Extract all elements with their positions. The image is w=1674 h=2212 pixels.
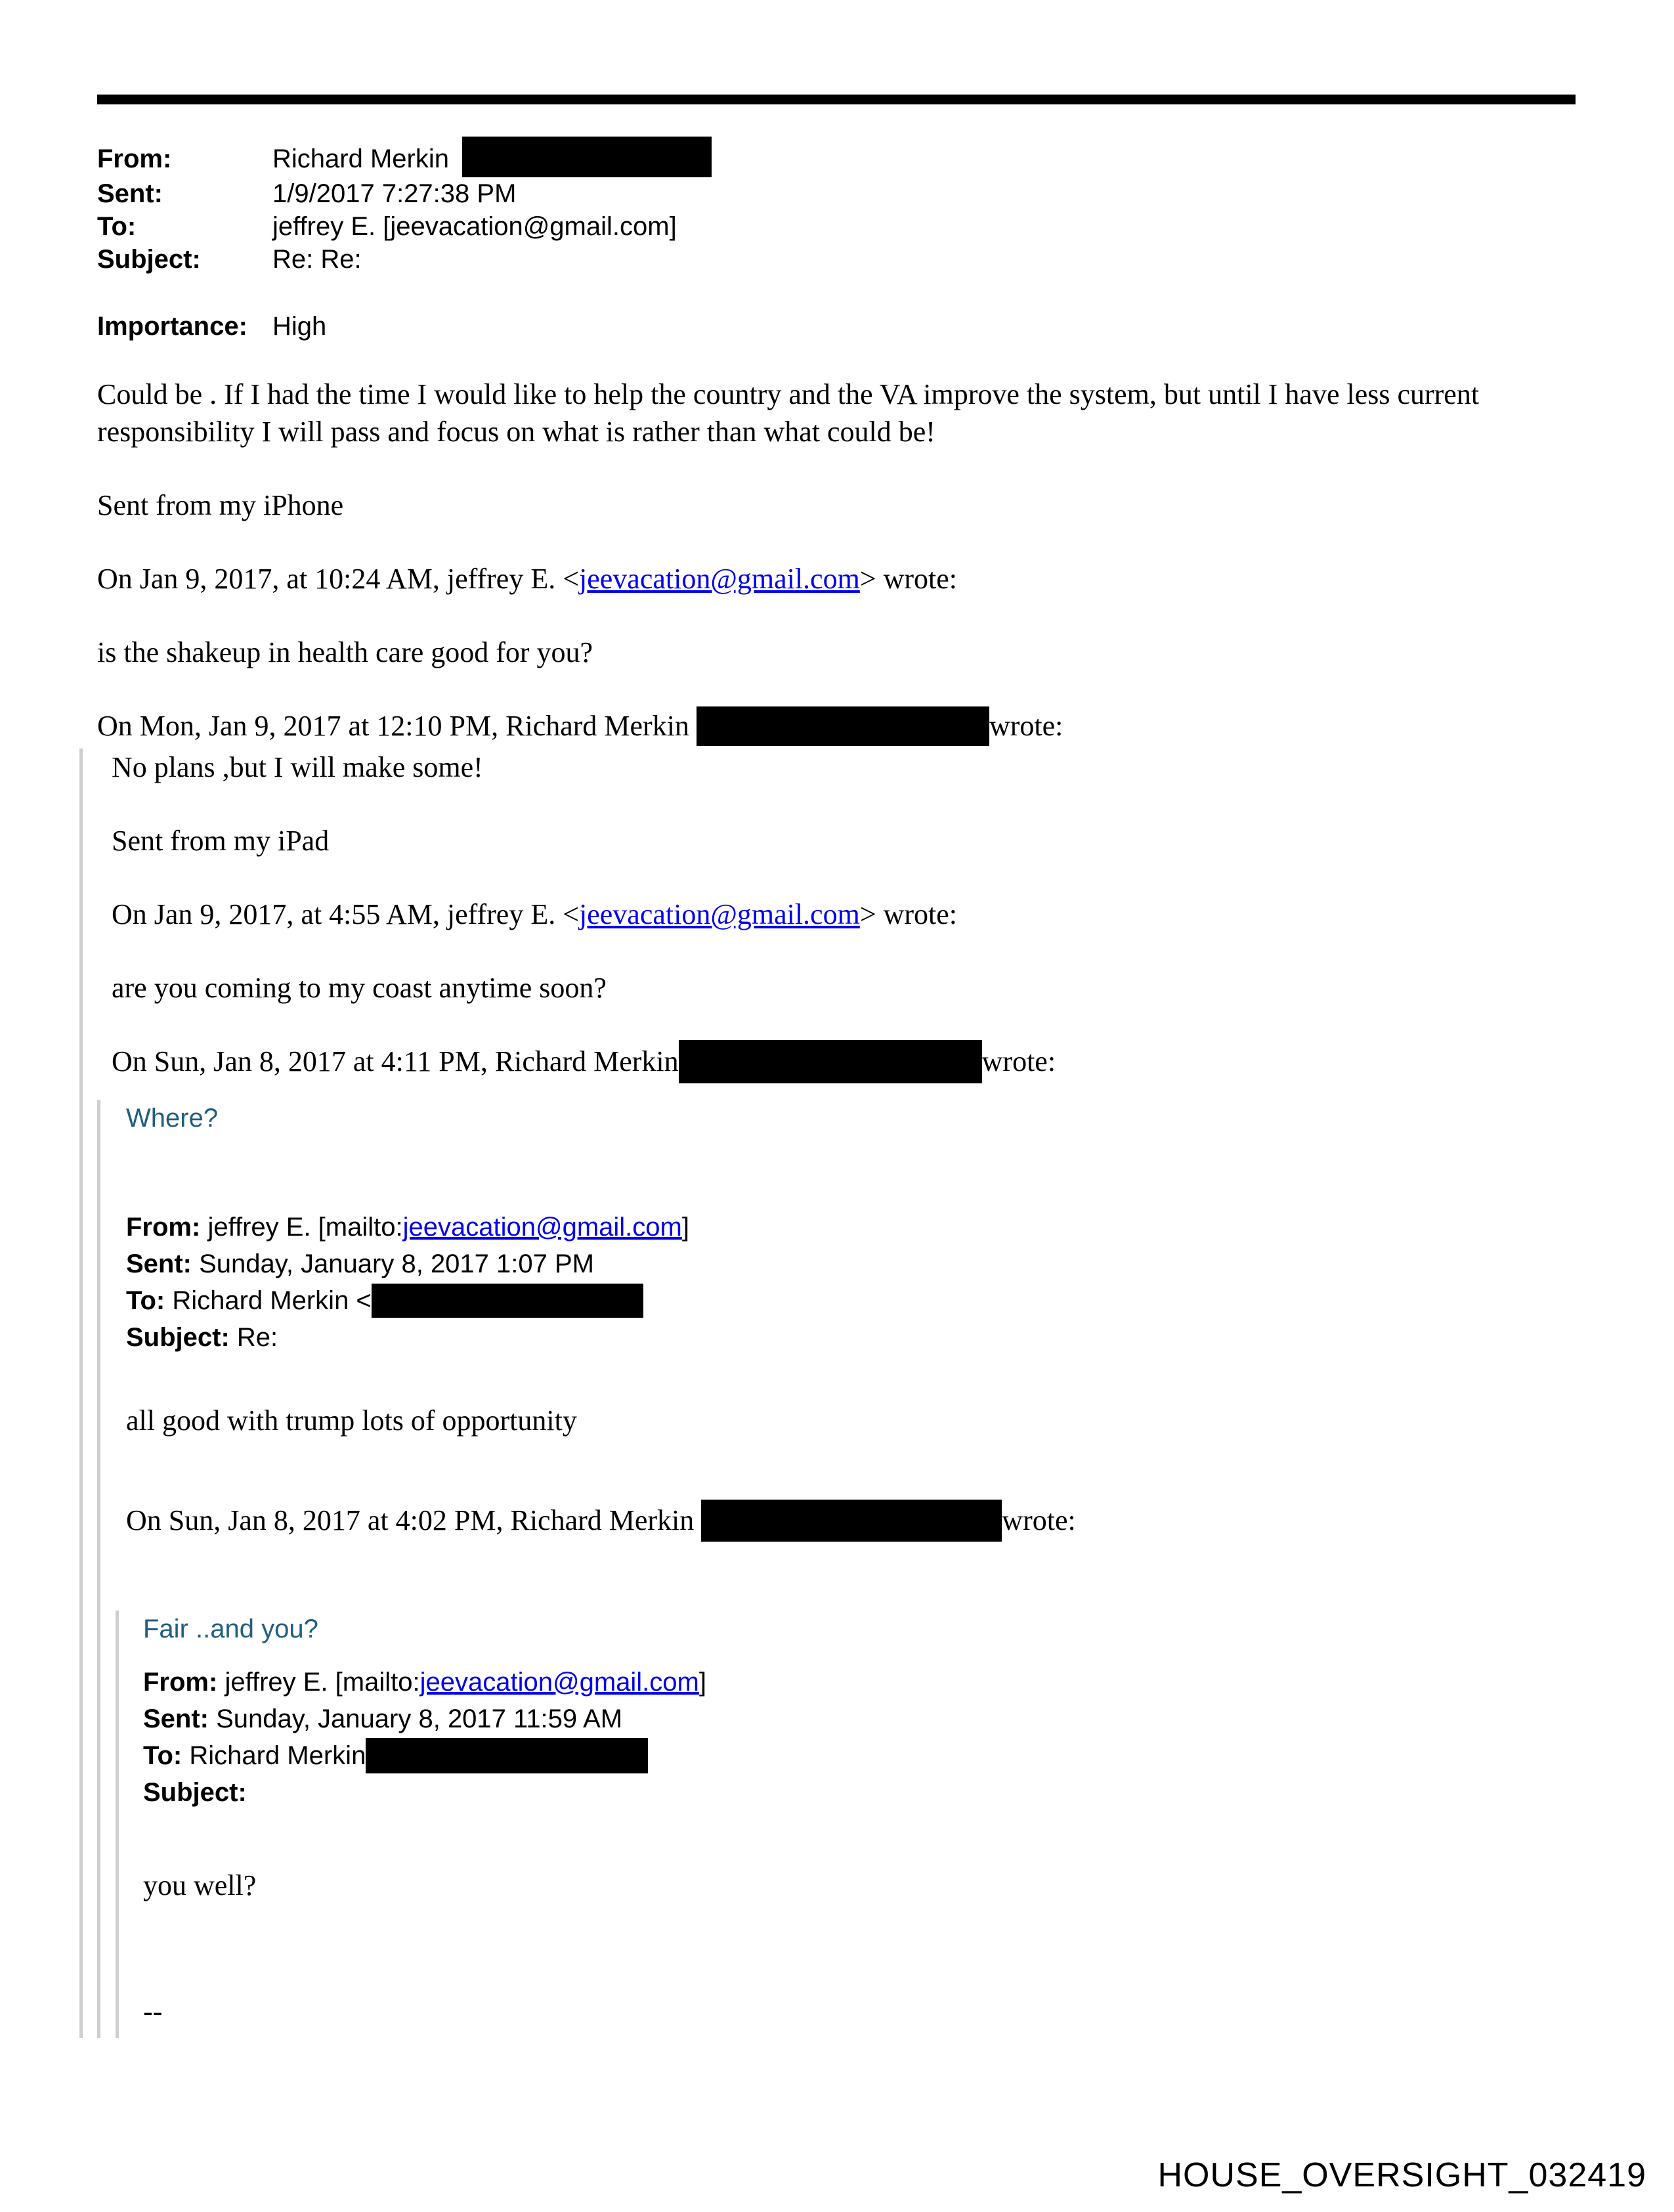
from-value-end: ] bbox=[698, 1668, 706, 1697]
signature-ipad: Sent from my iPad bbox=[112, 825, 330, 857]
sent-value: Sunday, January 8, 2017 11:59 AM bbox=[216, 1704, 623, 1734]
sent-value: Sunday, January 8, 2017 1:07 PM bbox=[199, 1249, 594, 1279]
redaction-box-email bbox=[697, 706, 989, 746]
redaction-box-from-email bbox=[462, 137, 712, 177]
from-value: jeffrey E. [mailto: bbox=[207, 1213, 403, 1242]
header-sent-row bbox=[97, 177, 1576, 210]
subject-label: Subject: bbox=[126, 1323, 230, 1353]
attribution-text: wrote: bbox=[989, 710, 1063, 743]
header-to-row bbox=[97, 210, 1576, 243]
sent-value: 1/9/2017 7:27:38 PM bbox=[272, 179, 517, 209]
attribution-text: > wrote: bbox=[859, 898, 958, 931]
to-value: Richard Merkin bbox=[189, 1741, 366, 1771]
nested-subject-row bbox=[126, 1319, 1576, 1356]
header-from-row bbox=[97, 142, 1576, 177]
attribution-text: On Sun, Jan 8, 2017 at 4:02 PM, Richard Merkin bbox=[126, 1504, 702, 1537]
quote-attribution-onmon bbox=[97, 707, 1576, 746]
sent-label: Sent: bbox=[126, 1249, 192, 1279]
redaction-box-email bbox=[372, 1284, 643, 1318]
bates-stamp: HOUSE_OVERSIGHT_032419 bbox=[1157, 2156, 1646, 2194]
mailto-link[interactable]: jeevacation@gmail.com bbox=[579, 898, 860, 931]
message-paragraph: is the shakeup in health care good for you? bbox=[97, 636, 593, 669]
attribution-text: > wrote: bbox=[859, 563, 958, 596]
redaction-box-email bbox=[701, 1500, 1002, 1542]
importance-value: High bbox=[272, 312, 327, 341]
header-divider-rule bbox=[97, 95, 1576, 104]
email-header bbox=[97, 142, 1576, 343]
message-paragraph: you well? bbox=[143, 1869, 257, 1902]
to-label: To: bbox=[97, 212, 137, 242]
from-label: From: bbox=[97, 144, 172, 173]
nested-to-row bbox=[126, 1282, 1576, 1319]
signature-iphone: Sent from my iPhone bbox=[97, 489, 344, 522]
email-content bbox=[0, 95, 1674, 2038]
message-paragraph: Could be . If I had the time I would like to help the country and the VA improve the system, but until I have less current responsibility I will pass and focus on what is rather than what could be! bbox=[97, 378, 1480, 448]
nested-sent-row bbox=[143, 1701, 1576, 1737]
quoted-message-level-3 bbox=[116, 1611, 1576, 2038]
redaction-box-email bbox=[679, 1040, 982, 1083]
from-label: From: bbox=[126, 1213, 201, 1242]
signature-separator: -- bbox=[143, 1995, 163, 2028]
quote-attribution-onsun411 bbox=[112, 1043, 1576, 1083]
subject-label: Subject: bbox=[143, 1778, 247, 1808]
attribution-text: wrote: bbox=[1002, 1504, 1076, 1537]
attribution-text: wrote: bbox=[981, 1045, 1056, 1078]
message-paragraph: all good with trump lots of opportunity bbox=[126, 1404, 577, 1437]
nested-from-row bbox=[126, 1209, 1576, 1246]
to-label: To: bbox=[143, 1741, 182, 1771]
attribution-text: On Jan 9, 2017, at 4:55 AM, jeffrey E. < bbox=[112, 898, 580, 931]
nested-email-header-3 bbox=[143, 1664, 1576, 1811]
from-value bbox=[272, 142, 712, 177]
message-paragraph: are you coming to my coast anytime soon? bbox=[112, 972, 607, 1005]
attribution-text: On Sun, Jan 8, 2017 at 4:11 PM, Richard Merkin bbox=[112, 1045, 679, 1078]
from-name: Richard Merkin bbox=[272, 144, 449, 173]
to-label: To: bbox=[126, 1286, 165, 1316]
nested-email-header-2 bbox=[126, 1209, 1576, 1356]
header-subject-row bbox=[97, 243, 1576, 276]
message-paragraph: No plans ,but I will make some! bbox=[112, 751, 483, 784]
reply-text-fair: Fair ..and you? bbox=[143, 1615, 318, 1644]
quote-attribution-1024 bbox=[97, 560, 1576, 597]
redaction-box-email bbox=[366, 1738, 648, 1773]
subject-label: Subject: bbox=[97, 245, 201, 274]
quote-attribution-onsun402 bbox=[126, 1502, 1576, 1542]
from-value-end: ] bbox=[681, 1213, 689, 1242]
nested-sent-row bbox=[126, 1246, 1576, 1282]
quoted-message-level-1 bbox=[79, 748, 1576, 2038]
mailto-link[interactable]: jeevacation@gmail.com bbox=[419, 1668, 699, 1697]
subject-value: Re: bbox=[236, 1323, 278, 1353]
sent-label: Sent: bbox=[97, 179, 163, 209]
nested-from-row bbox=[143, 1664, 1576, 1701]
from-value: jeffrey E. [mailto: bbox=[225, 1668, 420, 1697]
sent-label: Sent: bbox=[143, 1704, 209, 1734]
header-importance-row bbox=[97, 310, 1576, 343]
from-label: From: bbox=[143, 1668, 218, 1697]
to-value: jeffrey E. [jeevacation@gmail.com] bbox=[272, 212, 677, 242]
to-value: Richard Merkin < bbox=[172, 1286, 372, 1316]
quote-attribution-455 bbox=[112, 896, 1576, 933]
mailto-link[interactable]: jeevacation@gmail.com bbox=[402, 1213, 682, 1242]
importance-label: Importance: bbox=[97, 312, 247, 341]
reply-text-where: Where? bbox=[126, 1104, 219, 1133]
attribution-text: On Mon, Jan 9, 2017 at 12:10 PM, Richard Merkin bbox=[97, 710, 697, 743]
subject-value: Re: Re: bbox=[272, 245, 362, 274]
attribution-text: On Jan 9, 2017, at 10:24 AM, jeffrey E. < bbox=[97, 563, 580, 596]
nested-to-row bbox=[143, 1737, 1576, 1774]
nested-subject-row bbox=[143, 1774, 1576, 1811]
mailto-link[interactable]: jeevacation@gmail.com bbox=[579, 563, 860, 596]
quoted-message-level-2 bbox=[97, 1100, 1576, 2038]
